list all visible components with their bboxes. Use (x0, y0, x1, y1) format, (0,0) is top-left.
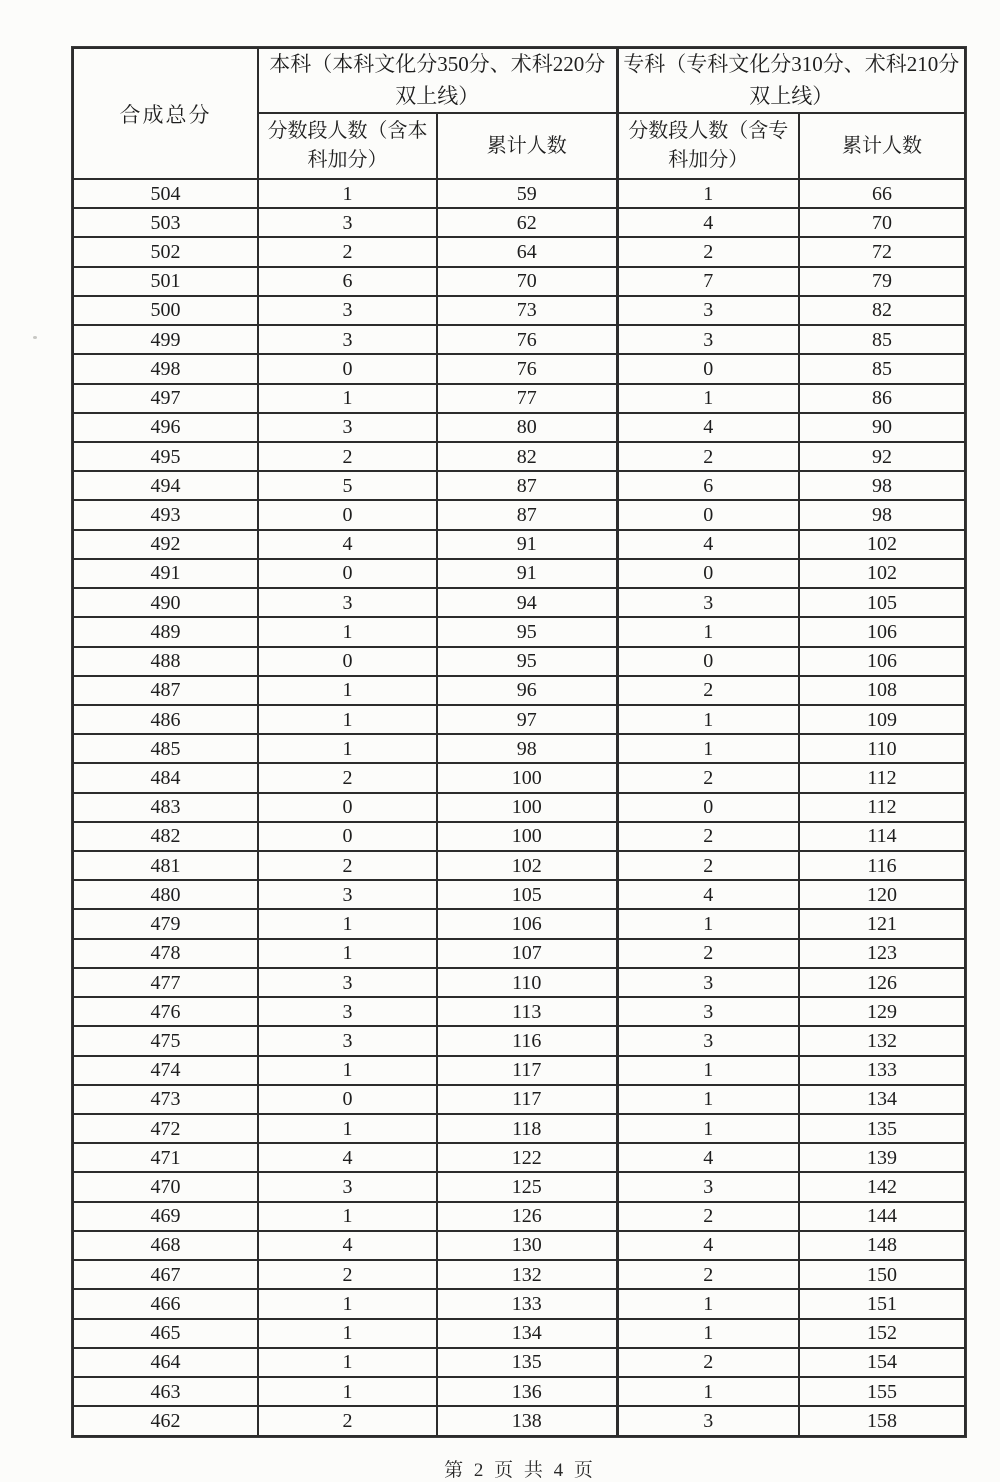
zhuanke-cumulative-cell: 133 (799, 1056, 965, 1085)
zhuanke-segment-cell: 0 (617, 647, 799, 676)
benke-cumulative-cell: 76 (437, 354, 617, 383)
zhuanke-segment-cell: 0 (617, 559, 799, 588)
zhuanke-segment-cell: 6 (617, 471, 799, 500)
table-row (73, 997, 965, 1026)
zhuanke-segment-cell: 2 (617, 763, 799, 792)
zhuanke-cumulative-cell: 106 (799, 647, 965, 676)
table-row (73, 1289, 965, 1318)
benke-segment-cell: 3 (258, 968, 437, 997)
table-row (73, 617, 965, 646)
benke-cumulative-cell: 87 (437, 471, 617, 500)
benke-segment-cell: 1 (258, 1289, 437, 1318)
score-cell: 474 (73, 1056, 258, 1085)
benke-cumulative-cell: 98 (437, 734, 617, 763)
benke-cumulative-cell: 118 (437, 1114, 617, 1143)
zhuanke-cumulative-cell: 85 (799, 325, 965, 354)
benke-cumulative-cell: 125 (437, 1172, 617, 1201)
score-cell: 488 (73, 647, 258, 676)
zhuanke-segment-cell: 3 (617, 997, 799, 1026)
zhuanke-cumulative-cell: 151 (799, 1289, 965, 1318)
zhuanke-cumulative-cell: 150 (799, 1260, 965, 1289)
benke-segment-cell: 1 (258, 179, 437, 208)
benke-cumulative-cell: 122 (437, 1143, 617, 1172)
score-cell: 496 (73, 413, 258, 442)
benke-cumulative-cell: 117 (437, 1085, 617, 1114)
table-row (73, 325, 965, 354)
benke-cumulative-cell: 91 (437, 530, 617, 559)
benke-segment-cell: 3 (258, 588, 437, 617)
table-row (73, 1085, 965, 1114)
zhuanke-segment-cell: 4 (617, 413, 799, 442)
table-row (73, 1026, 965, 1055)
table-row (73, 588, 965, 617)
benke-segment-cell: 4 (258, 1231, 437, 1260)
score-cell: 477 (73, 968, 258, 997)
benke-cumulative-cell: 126 (437, 1202, 617, 1231)
benke-cumulative-cell: 80 (437, 413, 617, 442)
header-composite-score: 合成总分 (73, 48, 258, 179)
zhuanke-segment-cell: 1 (617, 1085, 799, 1114)
zhuanke-segment-cell: 2 (617, 851, 799, 880)
zhuanke-segment-cell: 4 (617, 1231, 799, 1260)
table-row (73, 1406, 965, 1436)
zhuanke-segment-cell: 3 (617, 1406, 799, 1436)
zhuanke-segment-cell: 4 (617, 530, 799, 559)
zhuanke-segment-cell: 3 (617, 1172, 799, 1201)
zhuanke-cumulative-cell: 70 (799, 208, 965, 237)
benke-segment-cell: 3 (258, 208, 437, 237)
zhuanke-cumulative-cell: 112 (799, 763, 965, 792)
table-body (73, 179, 965, 1436)
zhuanke-cumulative-cell: 126 (799, 968, 965, 997)
table-row (73, 471, 965, 500)
zhuanke-cumulative-cell: 139 (799, 1143, 965, 1172)
zhuanke-cumulative-cell: 72 (799, 237, 965, 266)
table-row (73, 296, 965, 325)
score-cell: 491 (73, 559, 258, 588)
benke-cumulative-cell: 100 (437, 793, 617, 822)
zhuanke-cumulative-cell: 108 (799, 676, 965, 705)
score-cell: 499 (73, 325, 258, 354)
zhuanke-segment-cell: 1 (617, 705, 799, 734)
benke-cumulative-cell: 102 (437, 851, 617, 880)
score-cell: 478 (73, 939, 258, 968)
benke-segment-cell: 6 (258, 267, 437, 296)
zhuanke-segment-cell: 1 (617, 179, 799, 208)
table-row (73, 354, 965, 383)
benke-cumulative-cell: 117 (437, 1056, 617, 1085)
table-row (73, 880, 965, 909)
benke-cumulative-cell: 134 (437, 1319, 617, 1348)
benke-segment-cell: 1 (258, 1377, 437, 1406)
table-row (73, 413, 965, 442)
zhuanke-cumulative-cell: 110 (799, 734, 965, 763)
score-cell: 498 (73, 354, 258, 383)
benke-cumulative-cell: 107 (437, 939, 617, 968)
header-zhuanke-segment-count: 分数段人数（含专科加分） (617, 113, 799, 179)
score-cell: 494 (73, 471, 258, 500)
benke-segment-cell: 2 (258, 1406, 437, 1436)
benke-segment-cell: 4 (258, 530, 437, 559)
score-cell: 466 (73, 1289, 258, 1318)
zhuanke-segment-cell: 7 (617, 267, 799, 296)
header-zhuanke-cumulative-count: 累计人数 (799, 113, 965, 179)
zhuanke-cumulative-cell: 123 (799, 939, 965, 968)
score-cell: 462 (73, 1406, 258, 1436)
benke-segment-cell: 0 (258, 559, 437, 588)
table-row (73, 1202, 965, 1231)
benke-segment-cell: 3 (258, 413, 437, 442)
header-benke-segment-count: 分数段人数（含本科加分） (258, 113, 437, 179)
benke-segment-cell: 1 (258, 909, 437, 938)
benke-segment-cell: 3 (258, 1026, 437, 1055)
benke-segment-cell: 1 (258, 617, 437, 646)
zhuanke-segment-cell: 2 (617, 939, 799, 968)
benke-cumulative-cell: 64 (437, 237, 617, 266)
score-cell: 479 (73, 909, 258, 938)
benke-cumulative-cell: 138 (437, 1406, 617, 1436)
benke-cumulative-cell: 110 (437, 968, 617, 997)
zhuanke-segment-cell: 4 (617, 208, 799, 237)
table-row (73, 267, 965, 296)
score-cell: 481 (73, 851, 258, 880)
score-cell: 490 (73, 588, 258, 617)
benke-cumulative-cell: 77 (437, 384, 617, 413)
zhuanke-cumulative-cell: 66 (799, 179, 965, 208)
zhuanke-cumulative-cell: 98 (799, 471, 965, 500)
zhuanke-cumulative-cell: 120 (799, 880, 965, 909)
benke-segment-cell: 5 (258, 471, 437, 500)
score-distribution-table (72, 47, 966, 1437)
benke-segment-cell: 3 (258, 296, 437, 325)
zhuanke-segment-cell: 1 (617, 1377, 799, 1406)
score-cell: 480 (73, 880, 258, 909)
zhuanke-cumulative-cell: 142 (799, 1172, 965, 1201)
benke-segment-cell: 1 (258, 1319, 437, 1348)
table-row (73, 530, 965, 559)
zhuanke-cumulative-cell: 129 (799, 997, 965, 1026)
table-row (73, 763, 965, 792)
score-cell: 475 (73, 1026, 258, 1055)
table-row (73, 939, 965, 968)
zhuanke-segment-cell: 2 (617, 1260, 799, 1289)
score-cell: 483 (73, 793, 258, 822)
zhuanke-segment-cell: 1 (617, 1319, 799, 1348)
benke-segment-cell: 1 (258, 939, 437, 968)
zhuanke-segment-cell: 4 (617, 880, 799, 909)
table-row (73, 734, 965, 763)
benke-cumulative-cell: 100 (437, 822, 617, 851)
benke-cumulative-cell: 95 (437, 647, 617, 676)
zhuanke-segment-cell: 1 (617, 1056, 799, 1085)
table-row (73, 1348, 965, 1377)
benke-segment-cell: 1 (258, 1348, 437, 1377)
benke-segment-cell: 2 (258, 442, 437, 471)
benke-segment-cell: 0 (258, 647, 437, 676)
zhuanke-segment-cell: 0 (617, 500, 799, 529)
score-cell: 472 (73, 1114, 258, 1143)
benke-cumulative-cell: 135 (437, 1348, 617, 1377)
zhuanke-segment-cell: 0 (617, 354, 799, 383)
benke-segment-cell: 3 (258, 1172, 437, 1201)
zhuanke-segment-cell: 2 (617, 822, 799, 851)
benke-segment-cell: 0 (258, 1085, 437, 1114)
zhuanke-segment-cell: 1 (617, 1114, 799, 1143)
table-row (73, 500, 965, 529)
benke-segment-cell: 2 (258, 237, 437, 266)
benke-segment-cell: 1 (258, 734, 437, 763)
benke-cumulative-cell: 136 (437, 1377, 617, 1406)
score-cell: 501 (73, 267, 258, 296)
table-row (73, 442, 965, 471)
score-cell: 465 (73, 1319, 258, 1348)
zhuanke-cumulative-cell: 82 (799, 296, 965, 325)
header-group-zhuanke: 专科（专科文化分310分、术科210分双上线） (617, 48, 965, 113)
table-row (73, 909, 965, 938)
benke-segment-cell: 1 (258, 705, 437, 734)
score-cell: 497 (73, 384, 258, 413)
table-row (73, 705, 965, 734)
benke-cumulative-cell: 73 (437, 296, 617, 325)
benke-segment-cell: 1 (258, 1114, 437, 1143)
zhuanke-cumulative-cell: 144 (799, 1202, 965, 1231)
zhuanke-segment-cell: 1 (617, 617, 799, 646)
benke-cumulative-cell: 70 (437, 267, 617, 296)
zhuanke-cumulative-cell: 121 (799, 909, 965, 938)
benke-cumulative-cell: 105 (437, 880, 617, 909)
benke-cumulative-cell: 130 (437, 1231, 617, 1260)
benke-segment-cell: 0 (258, 822, 437, 851)
benke-segment-cell: 4 (258, 1143, 437, 1172)
zhuanke-cumulative-cell: 102 (799, 559, 965, 588)
score-cell: 484 (73, 763, 258, 792)
header-group-benke: 本科（本科文化分350分、术科220分双上线） (258, 48, 617, 113)
score-cell: 476 (73, 997, 258, 1026)
score-cell: 468 (73, 1231, 258, 1260)
benke-cumulative-cell: 132 (437, 1260, 617, 1289)
benke-cumulative-cell: 116 (437, 1026, 617, 1055)
score-cell: 469 (73, 1202, 258, 1231)
zhuanke-cumulative-cell: 105 (799, 588, 965, 617)
table-row (73, 559, 965, 588)
table-row (73, 793, 965, 822)
score-cell: 463 (73, 1377, 258, 1406)
score-cell: 485 (73, 734, 258, 763)
table-row (73, 968, 965, 997)
benke-segment-cell: 3 (258, 325, 437, 354)
header-benke-cumulative-count: 累计人数 (437, 113, 617, 179)
zhuanke-cumulative-cell: 92 (799, 442, 965, 471)
table-row (73, 208, 965, 237)
zhuanke-segment-cell: 2 (617, 1348, 799, 1377)
table-row (73, 1377, 965, 1406)
score-cell: 503 (73, 208, 258, 237)
zhuanke-segment-cell: 3 (617, 588, 799, 617)
benke-segment-cell: 2 (258, 851, 437, 880)
zhuanke-segment-cell: 4 (617, 1143, 799, 1172)
zhuanke-cumulative-cell: 155 (799, 1377, 965, 1406)
zhuanke-cumulative-cell: 109 (799, 705, 965, 734)
table-row (73, 851, 965, 880)
benke-segment-cell: 1 (258, 676, 437, 705)
benke-segment-cell: 3 (258, 997, 437, 1026)
score-cell: 492 (73, 530, 258, 559)
zhuanke-segment-cell: 1 (617, 734, 799, 763)
score-cell: 473 (73, 1085, 258, 1114)
benke-cumulative-cell: 133 (437, 1289, 617, 1318)
zhuanke-segment-cell: 1 (617, 1289, 799, 1318)
zhuanke-cumulative-cell: 102 (799, 530, 965, 559)
score-cell: 495 (73, 442, 258, 471)
zhuanke-cumulative-cell: 132 (799, 1026, 965, 1055)
zhuanke-segment-cell: 2 (617, 442, 799, 471)
benke-cumulative-cell: 87 (437, 500, 617, 529)
score-cell: 489 (73, 617, 258, 646)
zhuanke-cumulative-cell: 85 (799, 354, 965, 383)
score-cell: 493 (73, 500, 258, 529)
zhuanke-cumulative-cell: 98 (799, 500, 965, 529)
table-row (73, 1260, 965, 1289)
benke-cumulative-cell: 100 (437, 763, 617, 792)
table-row (73, 384, 965, 413)
zhuanke-cumulative-cell: 114 (799, 822, 965, 851)
benke-cumulative-cell: 91 (437, 559, 617, 588)
table-row (73, 822, 965, 851)
zhuanke-segment-cell: 1 (617, 384, 799, 413)
page-number-footer: 第 2 页 共 4 页 (444, 1460, 596, 1481)
score-cell: 500 (73, 296, 258, 325)
table-row (73, 1231, 965, 1260)
zhuanke-segment-cell: 3 (617, 1026, 799, 1055)
zhuanke-segment-cell: 2 (617, 1202, 799, 1231)
score-cell: 504 (73, 179, 258, 208)
benke-cumulative-cell: 95 (437, 617, 617, 646)
benke-cumulative-cell: 76 (437, 325, 617, 354)
table-row (73, 1143, 965, 1172)
table-row (73, 179, 965, 208)
score-cell: 487 (73, 676, 258, 705)
benke-segment-cell: 2 (258, 763, 437, 792)
table-row (73, 1114, 965, 1143)
zhuanke-cumulative-cell: 112 (799, 793, 965, 822)
table-row (73, 237, 965, 266)
table-row (73, 647, 965, 676)
zhuanke-cumulative-cell: 86 (799, 384, 965, 413)
table-row (73, 1172, 965, 1201)
benke-cumulative-cell: 113 (437, 997, 617, 1026)
benke-cumulative-cell: 94 (437, 588, 617, 617)
benke-segment-cell: 0 (258, 500, 437, 529)
table-row (73, 676, 965, 705)
benke-cumulative-cell: 82 (437, 442, 617, 471)
benke-segment-cell: 0 (258, 793, 437, 822)
table-row (73, 1319, 965, 1348)
benke-cumulative-cell: 96 (437, 676, 617, 705)
benke-segment-cell: 0 (258, 354, 437, 383)
benke-cumulative-cell: 97 (437, 705, 617, 734)
scan-speck (33, 336, 37, 339)
zhuanke-segment-cell: 3 (617, 296, 799, 325)
benke-segment-cell: 1 (258, 1202, 437, 1231)
zhuanke-segment-cell: 3 (617, 325, 799, 354)
zhuanke-segment-cell: 3 (617, 968, 799, 997)
benke-segment-cell: 1 (258, 384, 437, 413)
score-cell: 486 (73, 705, 258, 734)
zhuanke-cumulative-cell: 158 (799, 1406, 965, 1436)
zhuanke-segment-cell: 0 (617, 793, 799, 822)
zhuanke-cumulative-cell: 135 (799, 1114, 965, 1143)
zhuanke-cumulative-cell: 154 (799, 1348, 965, 1377)
score-cell: 502 (73, 237, 258, 266)
score-cell: 467 (73, 1260, 258, 1289)
zhuanke-segment-cell: 1 (617, 909, 799, 938)
table-row (73, 1056, 965, 1085)
zhuanke-cumulative-cell: 116 (799, 851, 965, 880)
zhuanke-cumulative-cell: 148 (799, 1231, 965, 1260)
benke-cumulative-cell: 106 (437, 909, 617, 938)
zhuanke-cumulative-cell: 90 (799, 413, 965, 442)
benke-segment-cell: 1 (258, 1056, 437, 1085)
score-cell: 482 (73, 822, 258, 851)
zhuanke-cumulative-cell: 106 (799, 617, 965, 646)
zhuanke-cumulative-cell: 152 (799, 1319, 965, 1348)
benke-cumulative-cell: 62 (437, 208, 617, 237)
benke-segment-cell: 3 (258, 880, 437, 909)
score-cell: 470 (73, 1172, 258, 1201)
score-cell: 471 (73, 1143, 258, 1172)
zhuanke-segment-cell: 2 (617, 676, 799, 705)
zhuanke-cumulative-cell: 134 (799, 1085, 965, 1114)
score-cell: 464 (73, 1348, 258, 1377)
benke-segment-cell: 2 (258, 1260, 437, 1289)
zhuanke-cumulative-cell: 79 (799, 267, 965, 296)
benke-cumulative-cell: 59 (437, 179, 617, 208)
zhuanke-segment-cell: 2 (617, 237, 799, 266)
